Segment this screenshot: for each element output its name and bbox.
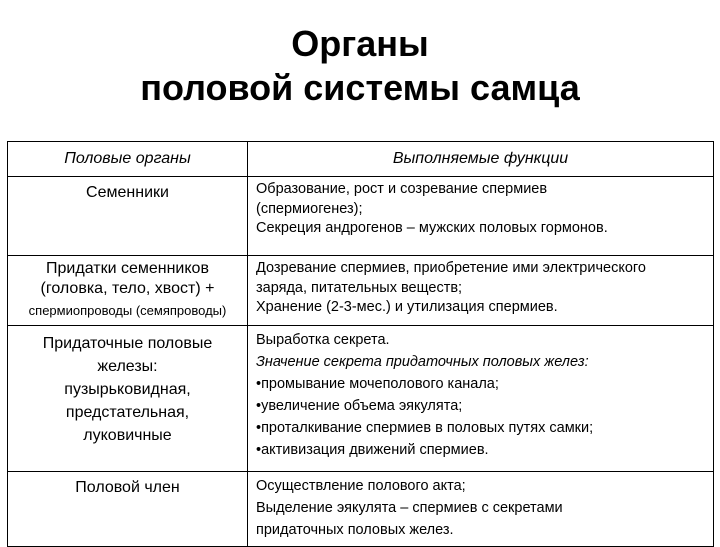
function-line: Выработка секрета.: [256, 332, 390, 348]
organ-cell: [8, 472, 248, 547]
functions-cell: [248, 256, 714, 326]
table-row: [8, 256, 714, 326]
organ-name-line: луковичные: [83, 427, 172, 444]
title-line-2: половой системы самца: [140, 67, 580, 108]
functions-cell: [248, 177, 714, 256]
organ-name: Придаточные половые: [42, 335, 213, 352]
organ-cell: [8, 326, 248, 472]
function-line: Выделение эякулята – спермиев с секретами: [256, 500, 563, 516]
organ-name: Придатки семенников: [46, 260, 209, 277]
table-row: [8, 326, 714, 472]
function-line: Образование, рост и созревание спермиев: [256, 181, 548, 197]
function-line: Дозревание спермиев, приобретение ими электрического: [256, 260, 646, 276]
organ-name: Семенники: [86, 184, 169, 201]
table-header-row: [8, 142, 714, 177]
title-line-1: Органы: [291, 23, 429, 64]
organ-name: Половой член: [75, 479, 180, 496]
function-subheading: Значение секрета придаточных половых желез:: [256, 354, 589, 370]
function-line: заряда, питательных веществ;: [256, 279, 463, 296]
functions-cell: [248, 472, 714, 547]
function-line: Секреция андрогенов – мужских половых гормонов.: [256, 220, 608, 236]
table-row: [8, 177, 714, 256]
header-functions: Выполняемые функции: [248, 142, 714, 177]
function-bullet: •увеличение объема эякулята;: [256, 398, 463, 414]
organ-name-line: пузырьковидная,: [64, 381, 191, 398]
organ-name-line: железы:: [97, 358, 158, 375]
function-line: придаточных половых желез.: [256, 522, 454, 538]
organ-cell: [8, 177, 248, 256]
function-line: Осуществление полового акта;: [256, 478, 466, 494]
function-bullet: •активизация движений спермиев.: [256, 442, 489, 458]
organs-table: [7, 141, 714, 547]
function-line: Хранение (2-3-мес.) и утилизация спермиев.: [256, 299, 558, 315]
organ-note: спермиопроводы (семяпроводы): [28, 303, 227, 318]
function-bullet: •проталкивание спермиев в половых путях самки;: [256, 420, 594, 436]
function-line: (спермиогенез);: [256, 200, 363, 217]
organ-name-line: предстательная,: [65, 404, 190, 421]
organ-name-line: (головка, тело, хвост) +: [40, 280, 215, 297]
page-title: [0, 22, 720, 110]
functions-cell: [248, 326, 714, 472]
function-bullet: •промывание мочеполового канала;: [256, 376, 499, 392]
table-row: [8, 472, 714, 547]
organ-cell: [8, 256, 248, 326]
header-organs: Половые органы: [8, 142, 248, 177]
